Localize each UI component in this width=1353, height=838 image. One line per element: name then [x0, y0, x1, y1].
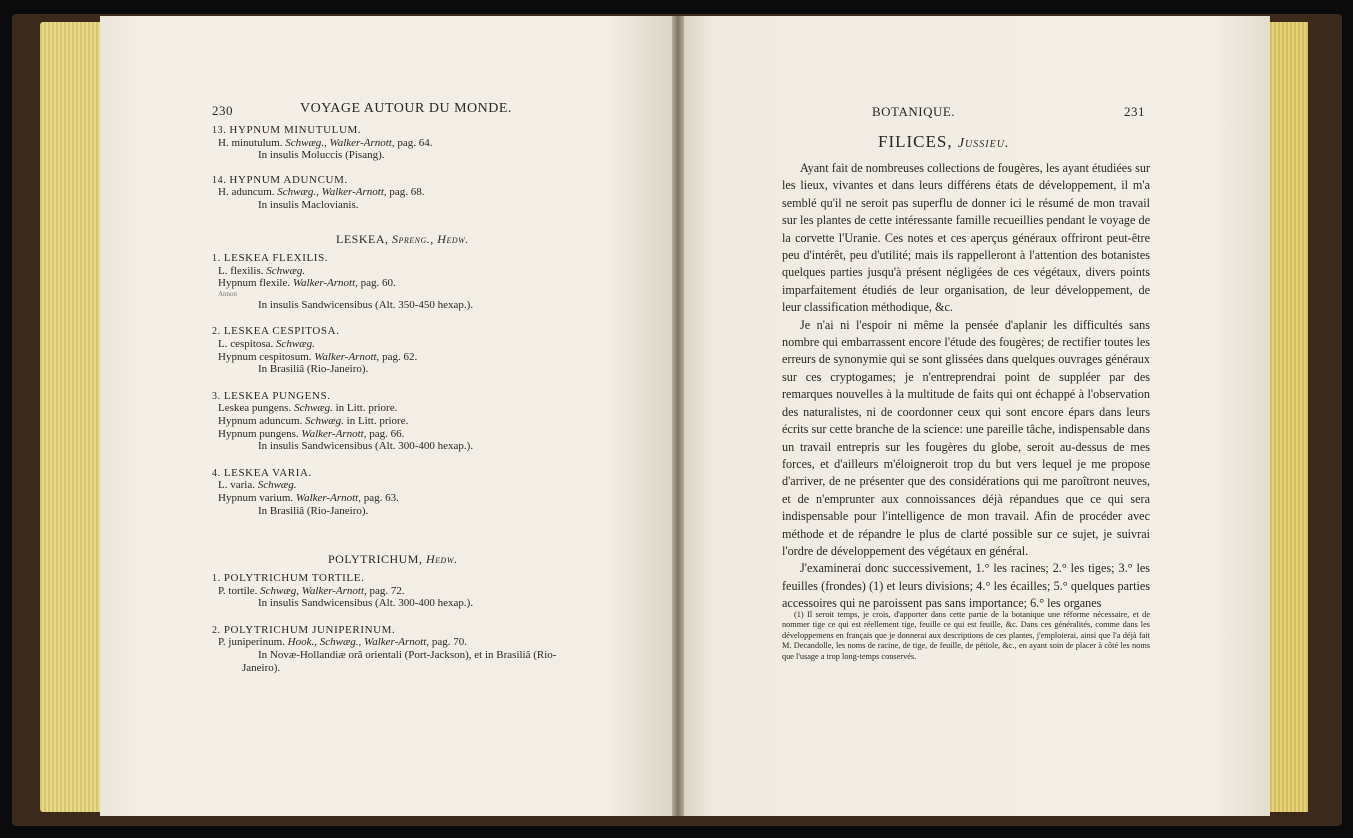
section-title-author: Jussieu.	[957, 136, 1010, 151]
citation: Schwæg.	[257, 479, 297, 492]
entry-name: HYPNUM MINUTULUM.	[229, 124, 362, 136]
entry-name: HYPNUM ADUNCUM.	[229, 173, 348, 186]
citation: Walker-Arnott,	[301, 427, 367, 440]
footnote	[782, 610, 1150, 662]
entry-number: 4.	[212, 467, 224, 479]
entry-line: In Brasiliâ (Rio-Janeiro).	[258, 363, 369, 376]
entry-name: LESKEA CESPITOSA.	[223, 325, 340, 338]
paragraph-2: Je n'ai ni l'espoir ni même la pensée d'aplanir les difficultés sans nombre qui embarrassent encore l'étude des fougères; de rectifier toutes les erreurs de synonymie qui se sont glissées dans quelques ouvrages généraux sur ces cryptogames; je n'entreprendrai point de suppléer par des remarques nouvelles à la multitude de faits qui ont échappé à l'observation des naturalistes, ni de coordonner ceux qui sont encore épars dans leurs écrits sur cette branche de la science: une pareille tâche, indispensable dans un travail entrepris sur les fougères du globe, seroit au-dessus de mes forces, et d'ailleurs m'éloigneroit trop du but vers lequel je me propose d'arriver, de ne présenter que des considérations qui me paroîtront neuves, et de n'emprunter aux connoissances déjà répandues que ce qui sera indispensable pour l'intelligence de mon travail. Afin de procéder avec méthode et de répandre le plus de clarté possible sur ce sujet, je suivrai l'ordre de développement des végétaux en général.	[782, 317, 1150, 558]
entry-line: Hypnum cespitosum. Walker-Arnott, pag. 62.	[218, 350, 418, 363]
entry-line: Hypnum aduncum. Schwæg. in Litt. priore.	[218, 415, 409, 427]
citation: Walker-Arnott,	[292, 277, 358, 290]
entry-line: In insulis Moluccis (Pisang).	[258, 149, 385, 162]
entry-line: P. tortile. Schwæg, Walker-Arnott, pag. 72.	[218, 584, 405, 597]
citation: Hook., Schwæg., Walker-Arnott,	[287, 636, 430, 649]
paragraph-3: J'examinerai donc successivement, 1.° les racines; 2.° les tiges; 3.° les feuilles (frondes) (1) et leurs divisions; 4.° les écailles; 5.° quelques parties accessoires qui ne paroissent pas sans importance; 6.° les organes	[782, 561, 1150, 611]
entry-line: H. aduncum. Schwæg., Walker-Arnott, pag. 68.	[218, 186, 425, 199]
entry-number: 14.	[212, 174, 230, 186]
genus-heading-polytrichum: POLYTRICHUM, Hedw.	[328, 552, 458, 566]
entry-line: Annon	[218, 289, 238, 298]
entry-title	[212, 390, 331, 402]
entry-name: LESKEA FLEXILIS.	[223, 252, 329, 264]
entry-line: In insulis Maclovianis.	[258, 199, 359, 211]
entry-line: In insulis Sandwicensibus (Alt. 300-400 hexap.).	[258, 440, 474, 453]
genus-heading-leskea: LESKEA, Spreng., Hedw.	[336, 232, 469, 246]
entry-title	[212, 624, 395, 636]
entry-title	[212, 572, 364, 584]
entry-number: 1.	[212, 573, 224, 584]
entry-line: L. cespitosa. Schwæg.	[218, 338, 315, 350]
entry-line: In Novæ-Hollandiæ orâ orientali (Port-Jackson), et in Brasiliâ (Rio-	[258, 649, 557, 661]
citation: Schwæg, Walker-Arnott,	[260, 584, 367, 597]
entry-line: Janeiro).	[242, 661, 281, 674]
entry-line: Hypnum flexile. Walker-Arnott, pag. 60.	[218, 277, 396, 290]
book-gutter	[672, 16, 684, 816]
entry-number: 2.	[212, 624, 224, 636]
left-running-head: VOYAGE AUTOUR DU MONDE.	[300, 101, 512, 116]
right-running-head: BOTANIQUE.	[872, 104, 956, 119]
entry-title	[212, 174, 348, 186]
citation: Schwæg., Walker-Arnott,	[285, 136, 395, 149]
entry-line: In insulis Sandwicensibus (Alt. 350-450 hexap.).	[258, 298, 474, 311]
entry-name: LESKEA PUNGENS.	[223, 389, 331, 402]
section-title-name: FILICES,	[878, 132, 953, 151]
citation: Schwæg., Walker-Arnott,	[277, 186, 387, 199]
left-page-number: 230	[212, 103, 233, 118]
citation: Schwæg.	[266, 264, 306, 277]
page-edges-left	[40, 22, 102, 812]
page-edges-right	[1268, 22, 1308, 812]
entry-number: 3.	[212, 390, 224, 402]
entry-name: POLYTRICHUM JUNIPERINUM.	[223, 623, 396, 636]
main-text	[782, 160, 1150, 613]
footnote-text: (1) Il seroit temps, je crois, d'apporter dans cette partie de la botanique une réforme nécessaire, et de nommer tige ce qui est réellement tige, feuille ce qui est feuille, &c. Dans ces généralités, comme dans les développemens en français que je donnerai aux descriptions de ces plantes, j'emploierai, ainsi que l'a déjà fait M. Decandolle, les noms de racine, de tige, de feuille, de pétiole, &c., en ayant soin de placer à côté les noms que l'usage a trop long-temps conservés.	[782, 610, 1150, 661]
section-title	[878, 132, 1009, 152]
entry-name: LESKEA VARIA.	[223, 466, 312, 479]
entry-line: In insulis Sandwicensibus (Alt. 300-400 hexap.).	[258, 597, 474, 610]
entry-number: 13.	[212, 125, 230, 136]
entry-number: 2.	[212, 326, 224, 338]
paragraph-1: Ayant fait de nombreuses collections de fougères, les ayant étudiées sur les lieux, vivantes et dans leurs différens états de développement, il m'a semblé qu'il ne seroit pas superflu de donner ici le résumé de mon travail sur les plantes de cette intéressante famille recueillies pendant le voyage de la corvette l'Uranie. Ces notes et ces aperçus généraux offriront peut-être peu d'intérêt, peu d'utilité; mais ils rappelleront à l'attention des botanistes quelques parties jusqu'à présent négligées de ces végétaux, divers points imparfaitement étudiés de leur organisation, de leur développement, de leur classification méthodique, &c.	[782, 161, 1150, 315]
entry-line: P. juniperinum. Hook., Schwæg., Walker-Arnott, pag. 70.	[218, 636, 468, 649]
entry-line: H. minutulum. Schwæg., Walker-Arnott, pag. 64.	[218, 136, 433, 149]
citation: Schwæg.	[276, 338, 315, 350]
citation: Schwæg.	[305, 415, 344, 427]
right-page-number: 231	[1124, 104, 1145, 119]
entry-title	[212, 252, 328, 264]
entry-line: Leskea pungens. Schwæg. in Litt. priore.	[218, 402, 398, 415]
entry-number: 1.	[212, 253, 224, 264]
entry-line: Hypnum pungens. Walker-Arnott, pag. 66.	[218, 427, 405, 440]
entry-line: In Brasiliâ (Rio-Janeiro).	[258, 504, 369, 517]
entry-line: L. varia. Schwæg.	[218, 479, 297, 492]
entry-title	[212, 325, 340, 337]
entry-title	[212, 124, 361, 136]
entry-name: POLYTRICHUM TORTILE.	[223, 572, 365, 584]
citation: Schwæg.	[294, 402, 333, 415]
citation: Walker-Arnott,	[314, 350, 380, 363]
entry-line: Hypnum varium. Walker-Arnott, pag. 63.	[218, 492, 399, 504]
entry-line: L. flexilis. Schwæg.	[218, 264, 306, 277]
entry-title	[212, 467, 312, 479]
citation: Walker-Arnott,	[295, 492, 361, 504]
